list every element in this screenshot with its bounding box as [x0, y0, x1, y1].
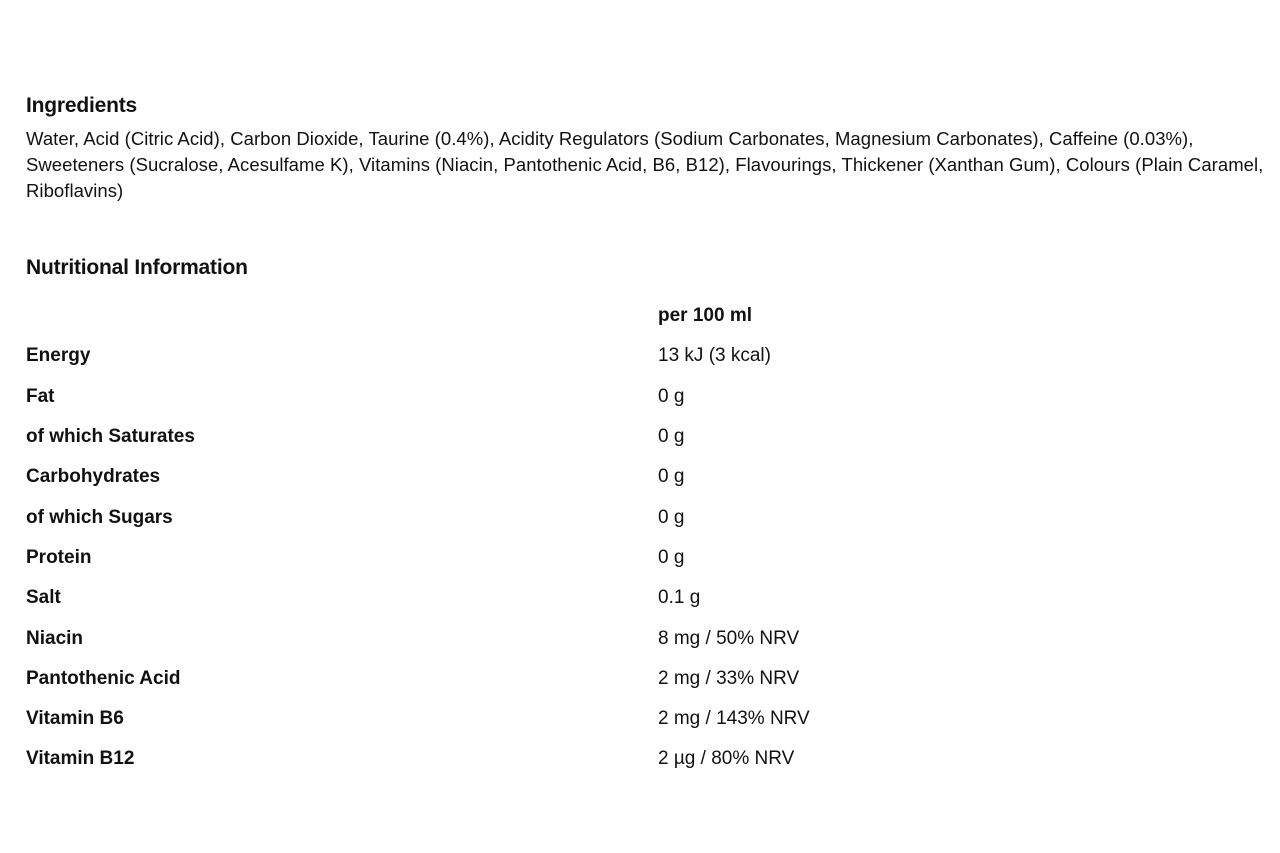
- table-row: [26, 659, 846, 699]
- ingredients-title: Ingredients: [26, 94, 137, 117]
- nutrient-label: Protein: [26, 546, 92, 568]
- nutrient-column-header: [26, 296, 658, 336]
- nutrient-label: Energy: [26, 345, 91, 367]
- table-row: [26, 578, 846, 618]
- nutrition-section: [26, 254, 1266, 780]
- nutrient-label: Carbohydrates: [26, 466, 161, 488]
- table-row: [26, 699, 846, 739]
- nutrient-label: Vitamin B12: [26, 748, 135, 770]
- ingredients-section: [26, 92, 1266, 204]
- nutrient-value: 0.1 g: [658, 587, 701, 609]
- nutrient-label: of which Saturates: [26, 426, 195, 448]
- product-info-page: [26, 92, 1266, 780]
- table-row: [26, 739, 846, 779]
- nutrient-value: 0 g: [658, 385, 685, 407]
- nutrient-label: Fat: [26, 385, 55, 407]
- nutrient-label: Vitamin B6: [26, 708, 124, 730]
- nutrition-table: [26, 296, 846, 780]
- table-row: [26, 538, 846, 578]
- nutrient-label: Niacin: [26, 627, 84, 649]
- nutrient-value: 0 g: [658, 546, 685, 568]
- nutrient-label: of which Sugars: [26, 506, 173, 528]
- nutrient-label: Salt: [26, 587, 61, 609]
- nutrient-value: 8 mg / 50% NRV: [658, 627, 800, 649]
- table-row: [26, 457, 846, 497]
- ingredients-list: Water, Acid (Citric Acid), Carbon Dioxide, Taurine (0.4%), Acidity Regulators (Sodium Carbonates, Magnesium Carbonates), Caffeine (0.03%), Sweeteners (Sucralose, Acesulfame K), Vitamins (Niacin, Pantothenic Acid, B6, B12), Flavourings, Thickener (Xanthan Gum), Colours (Plain Caramel, Riboflavins): [26, 128, 1264, 201]
- nutrient-label: Pantothenic Acid: [26, 667, 181, 689]
- table-row: [26, 618, 846, 658]
- nutrient-value: 2 mg / 33% NRV: [658, 667, 800, 689]
- nutrient-value: 2 mg / 143% NRV: [658, 708, 810, 730]
- table-row: [26, 417, 846, 457]
- per-100ml-header: per 100 ml: [658, 305, 752, 327]
- table-row: [26, 497, 846, 537]
- nutrient-value: 0 g: [658, 426, 685, 448]
- table-row: [26, 336, 846, 376]
- nutrient-value: 2 µg / 80% NRV: [658, 748, 795, 770]
- nutrition-header-row: [26, 296, 846, 336]
- nutrient-value: 13 kJ (3 kcal): [658, 345, 771, 367]
- nutrient-value: 0 g: [658, 466, 685, 488]
- table-row: [26, 377, 846, 417]
- nutrient-value: 0 g: [658, 506, 685, 528]
- nutrition-title: Nutritional Information: [26, 256, 248, 279]
